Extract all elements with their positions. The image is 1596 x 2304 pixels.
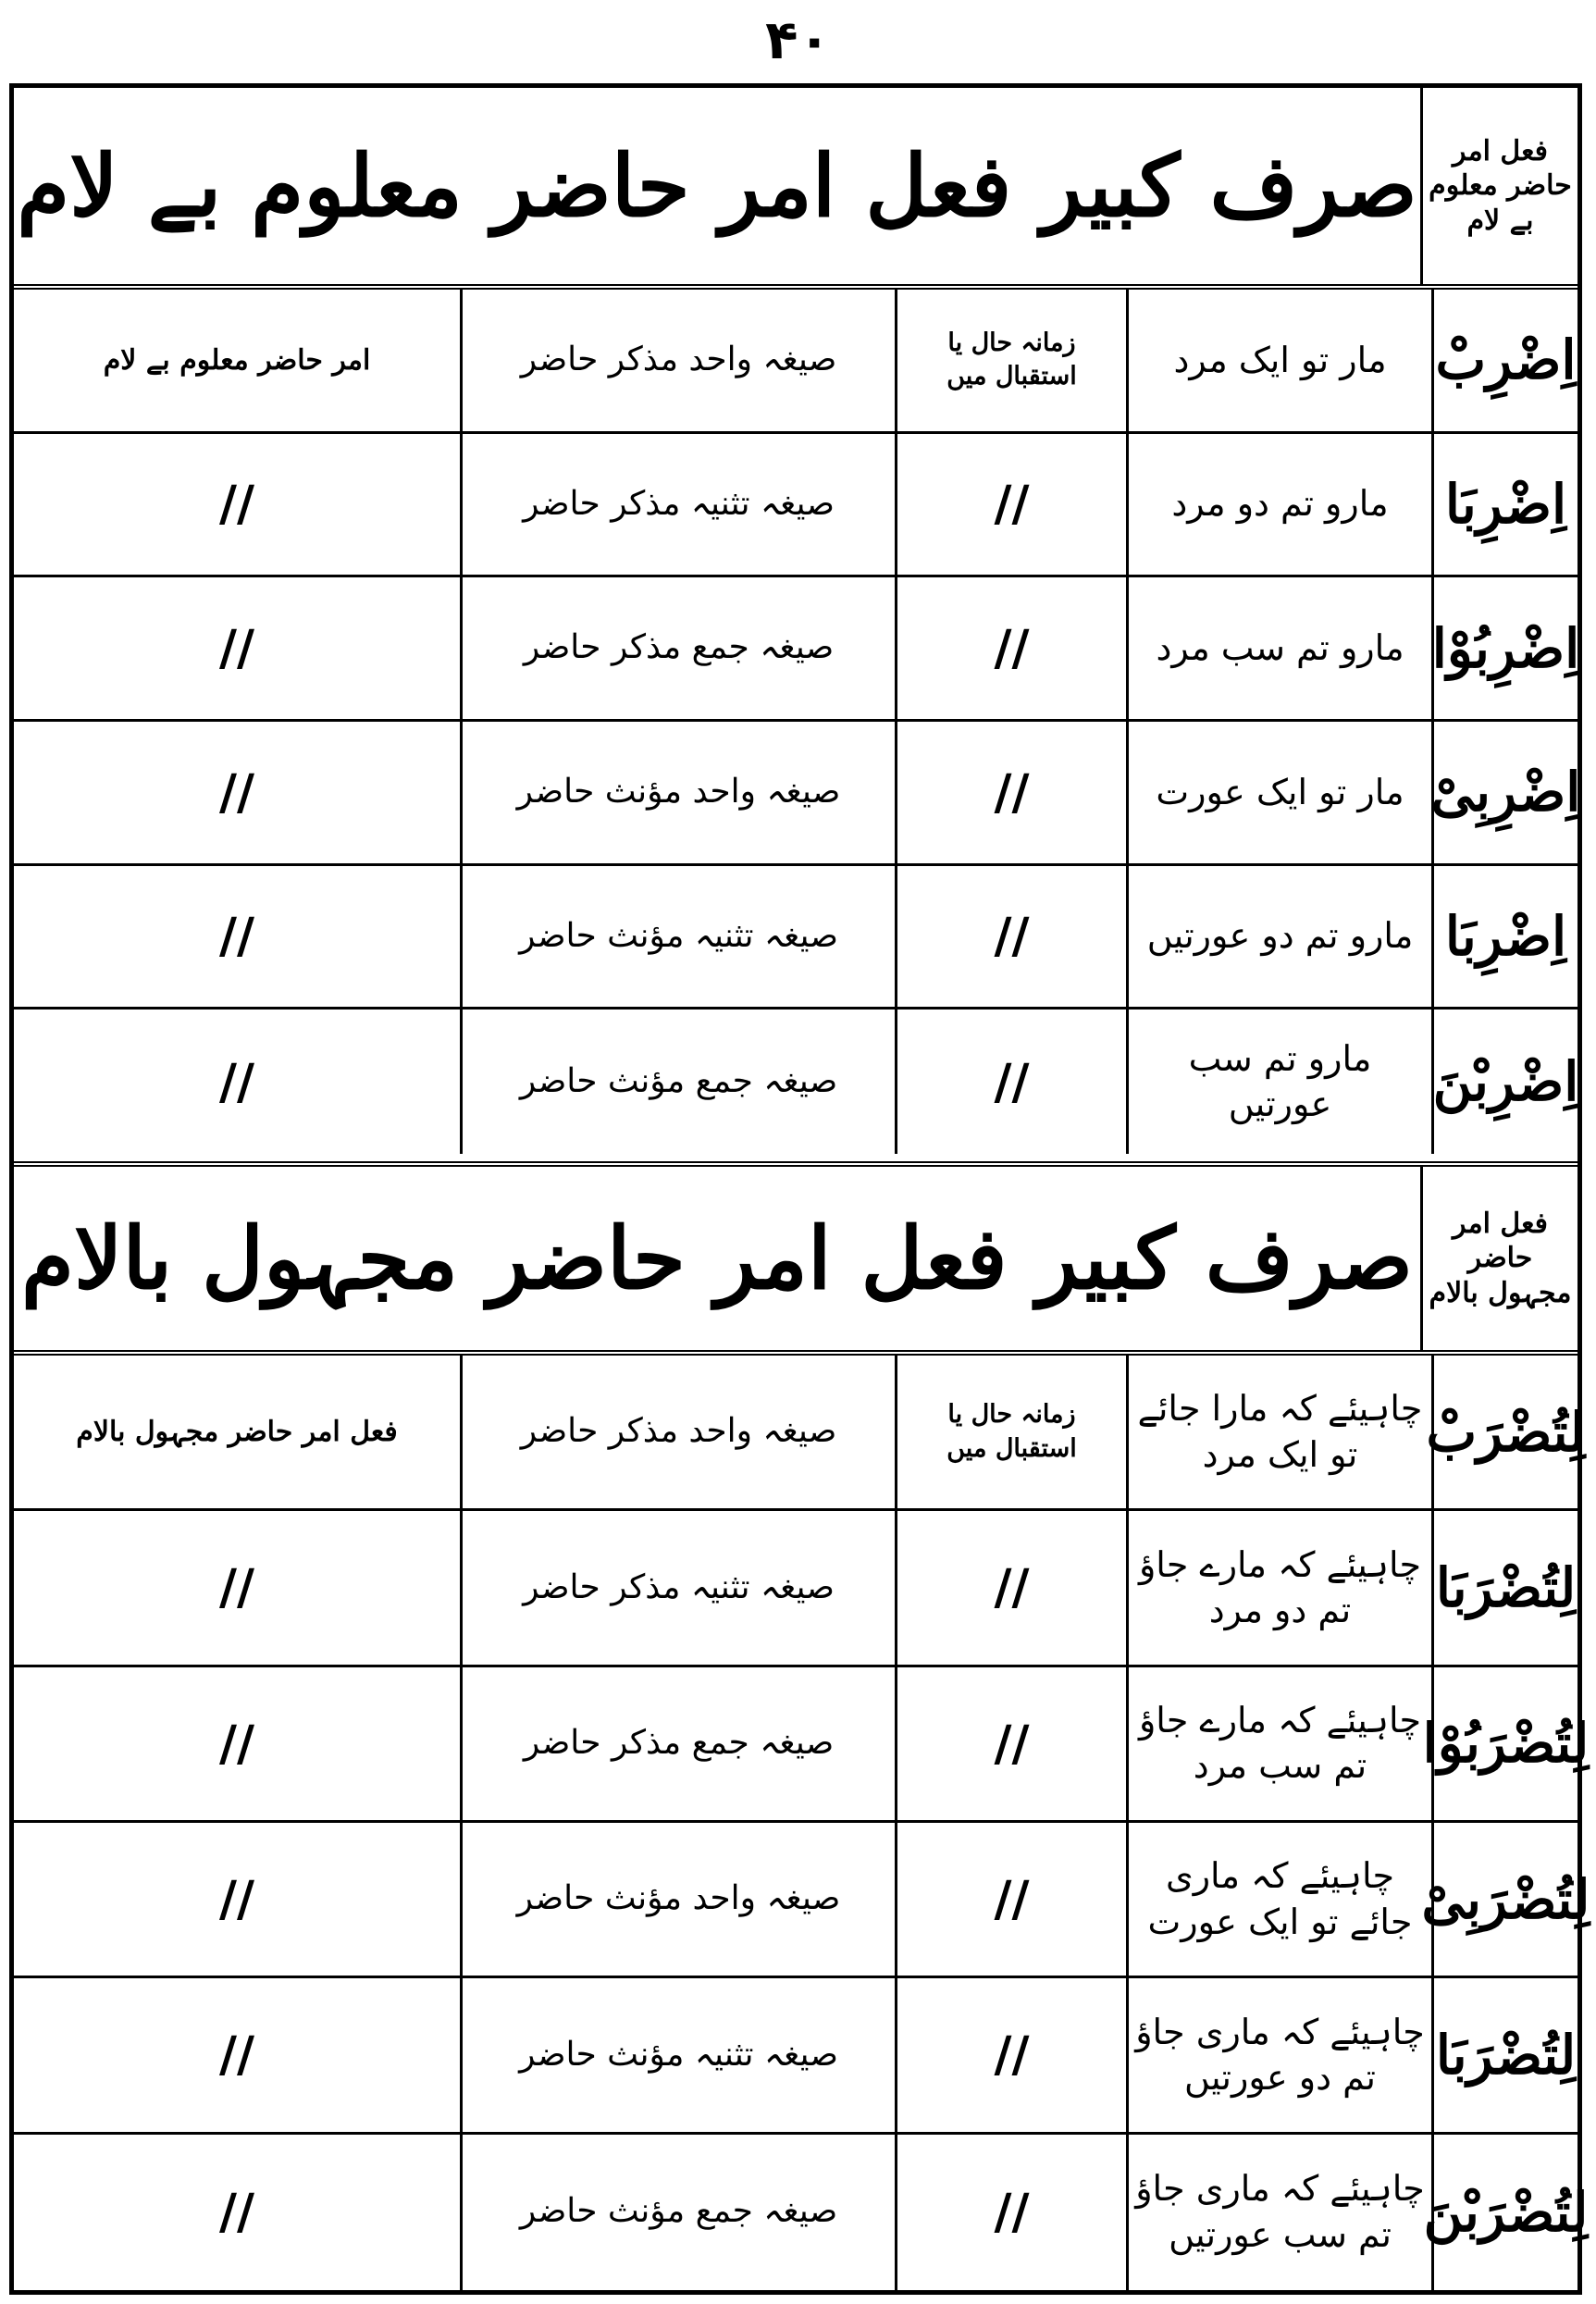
ditto-mark: // bbox=[895, 722, 1126, 866]
ditto-mark: // bbox=[14, 866, 460, 1010]
form-cell: صیغہ جمع مذکر حاضر bbox=[460, 1667, 895, 1823]
section-title-row bbox=[14, 88, 1577, 290]
form-cell: صیغہ واحد مؤنث حاضر bbox=[460, 722, 895, 866]
conjugation-table bbox=[14, 1356, 1590, 2290]
section-title: صرف کبیر فعل امر حاضر مجہول بالام bbox=[21, 1208, 1413, 1308]
section-side-label: فعل امر حاضر مجہول بالام bbox=[1420, 1167, 1577, 1350]
type-cell: امر حاضر معلوم بے لام bbox=[14, 290, 460, 434]
ditto-mark: // bbox=[14, 722, 460, 866]
ditto-mark: // bbox=[14, 577, 460, 722]
section-title-row bbox=[14, 1167, 1577, 1356]
meaning-cell: چاہیئے کہ مارا جائے تو ایک مرد bbox=[1126, 1356, 1431, 1511]
verb-cell: لِتُضْرَبْ bbox=[1431, 1356, 1577, 1511]
verb-cell: اِضْرِبِیْ bbox=[1431, 722, 1577, 866]
section-side-label: فعل امر حاضر معلوم بے لام bbox=[1420, 88, 1577, 284]
verb-cell: اِضْرِبَا bbox=[1431, 434, 1577, 578]
form-cell: صیغہ تثنیہ مؤنث حاضر bbox=[460, 866, 895, 1010]
ditto-mark: // bbox=[14, 434, 460, 578]
form-cell: صیغہ تثنیہ مذکر حاضر bbox=[460, 1511, 895, 1666]
meaning-cell: مار تو ایک مرد bbox=[1126, 290, 1431, 434]
ditto-mark: // bbox=[895, 577, 1126, 722]
form-cell: صیغہ جمع مؤنث حاضر bbox=[460, 2135, 895, 2290]
form-cell: صیغہ تثنیہ مذکر حاضر bbox=[460, 434, 895, 578]
verb-cell: لِتُضْرَبَا bbox=[1431, 1978, 1577, 2134]
conjugation-sheet bbox=[9, 83, 1590, 2295]
section-passive-imperative bbox=[14, 1161, 1590, 2290]
verb-cell: اِضْرِبْ bbox=[1431, 290, 1577, 434]
conjugation-table bbox=[14, 290, 1581, 1154]
page-number: ۴۰ bbox=[765, 8, 831, 71]
ditto-mark: // bbox=[895, 2135, 1126, 2290]
verb-cell: اِضْرِبَا bbox=[1431, 866, 1577, 1010]
ditto-mark: // bbox=[219, 2184, 254, 2241]
form-cell: صیغہ واحد مذکر حاضر bbox=[460, 290, 895, 434]
meaning-cell: چاہیئے کہ ماری جاؤ تم دو عورتیں bbox=[1126, 1978, 1431, 2134]
verb-cell: لِتُضْرَبِیْ bbox=[1431, 1823, 1577, 1978]
ditto-mark: // bbox=[895, 1978, 1126, 2134]
ditto-mark: // bbox=[14, 1823, 460, 1978]
section-title: صرف کبیر فعل امر حاضر معلوم بے لام bbox=[17, 136, 1417, 236]
verb-cell: لِتُضْرَبْنَ bbox=[1431, 2135, 1577, 2290]
verb-cell: اِضْرِبُوْا bbox=[1431, 577, 1577, 722]
meaning-cell: چاہیئے کہ ماری جائے تو ایک عورت bbox=[1126, 1823, 1431, 1978]
section-active-imperative bbox=[14, 88, 1581, 1154]
ditto-mark: // bbox=[895, 1010, 1126, 1154]
meaning-cell: مار تو ایک عورت bbox=[1126, 722, 1431, 866]
form-cell: صیغہ واحد مؤنث حاضر bbox=[460, 1823, 895, 1978]
ditto-mark: // bbox=[14, 1978, 460, 2134]
form-cell: صیغہ جمع مذکر حاضر bbox=[460, 577, 895, 722]
verb-cell: اِضْرِبْنَ bbox=[1431, 1010, 1577, 1154]
form-cell: صیغہ واحد مذکر حاضر bbox=[460, 1356, 895, 1511]
ditto-mark: // bbox=[895, 1823, 1126, 1978]
meaning-cell: مارو تم دو مرد bbox=[1126, 434, 1431, 578]
ditto-mark: // bbox=[14, 1667, 460, 1823]
ditto-mark: // bbox=[895, 1511, 1126, 1666]
ditto-mark: // bbox=[895, 1667, 1126, 1823]
verb-cell: لِتُضْرَبَا bbox=[1431, 1511, 1577, 1666]
meaning-cell: چاہیئے کہ مارے جاؤ تم دو مرد bbox=[1126, 1511, 1431, 1666]
ditto-mark: // bbox=[895, 434, 1126, 578]
form-cell: صیغہ تثنیہ مؤنث حاضر bbox=[460, 1978, 895, 2134]
ditto-mark: // bbox=[895, 866, 1126, 1010]
meaning-cell: چاہیئے کہ ماری جاؤ تم سب عورتیں bbox=[1126, 2135, 1431, 2290]
meaning-cell: چاہیئے کہ مارے جاؤ تم سب مرد bbox=[1126, 1667, 1431, 1823]
tense-cell: زمانہ حال یا استقبال میں bbox=[895, 1356, 1126, 1511]
ditto-mark: // bbox=[14, 1511, 460, 1666]
ditto-mark: // bbox=[219, 1053, 254, 1110]
type-cell: فعل امر حاضر مجہول بالام bbox=[14, 1356, 460, 1511]
meaning-cell: مارو تم دو عورتیں bbox=[1126, 866, 1431, 1010]
verb-cell: لِتُضْرَبُوْا bbox=[1431, 1667, 1577, 1823]
form-cell: صیغہ جمع مؤنث حاضر bbox=[460, 1010, 895, 1154]
tense-cell: زمانہ حال یا استقبال میں bbox=[895, 290, 1126, 434]
meaning-cell: مارو تم سب عورتیں bbox=[1126, 1010, 1431, 1154]
meaning-cell: مارو تم سب مرد bbox=[1126, 577, 1431, 722]
